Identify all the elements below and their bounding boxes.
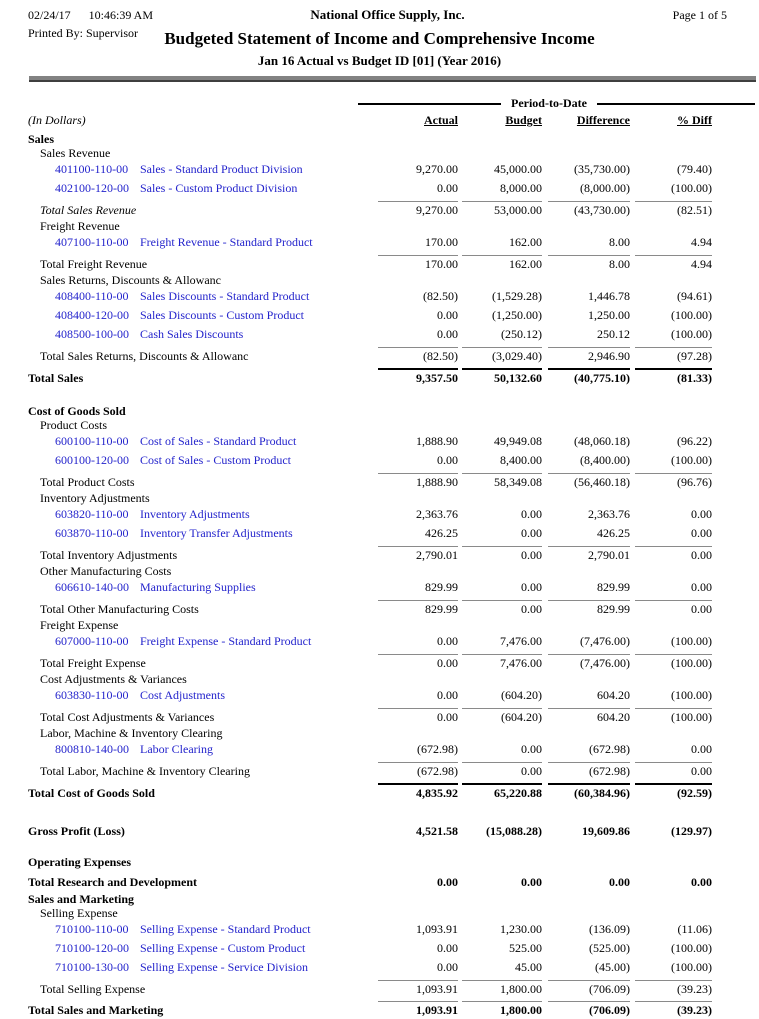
account-description-link[interactable]: Cost of Sales - Custom Product (140, 453, 292, 467)
value-budget: (604.20) (501, 688, 542, 702)
value-difference: (8,000.00) (580, 181, 630, 195)
account-number-link[interactable]: 603870-110-00 (55, 526, 129, 540)
value-pctdiff: (100.00) (671, 941, 712, 955)
value-pctdiff: (100.00) (671, 634, 712, 648)
table-row-total (28, 344, 712, 365)
value-difference: 8.00 (609, 235, 630, 249)
value-difference: (43,730.00) (548, 201, 630, 217)
account-number-link[interactable]: 607000-110-00 (55, 634, 129, 648)
value-actual: 0.00 (378, 708, 458, 724)
table-row-group (28, 726, 712, 740)
datetime (28, 8, 248, 23)
table-row-boldtotal (28, 780, 712, 802)
value-actual: 4,521.58 (416, 824, 458, 838)
value-difference: 2,363.76 (588, 507, 630, 521)
value-pctdiff: (100.00) (671, 688, 712, 702)
value-budget: 50,132.60 (462, 368, 542, 385)
value-difference: 250.12 (597, 327, 630, 341)
table-row-total (28, 759, 712, 780)
value-pctdiff: (96.76) (635, 473, 712, 489)
row-label: Inventory Adjustments (40, 491, 150, 505)
table-row-spacer (28, 802, 712, 822)
value-actual: 9,357.50 (378, 368, 458, 385)
table-row-detail (28, 179, 712, 198)
value-pctdiff: 0.00 (691, 580, 712, 594)
period-to-date-header (358, 96, 755, 111)
row-label: Total Sales and Marketing (28, 1003, 164, 1017)
table-row-detail (28, 306, 712, 325)
table-row-detail (28, 505, 712, 524)
value-difference: 426.25 (597, 526, 630, 540)
page-number: Page 1 of 5 (672, 8, 727, 22)
value-difference: 8.00 (548, 255, 630, 271)
value-pctdiff: (96.22) (677, 434, 712, 448)
value-budget: 0.00 (462, 546, 542, 562)
row-label: Sales (28, 132, 55, 146)
account-description-link[interactable]: Sales Discounts - Standard Product (140, 289, 310, 303)
table-row-section (28, 131, 712, 146)
account-number-link[interactable]: 402100-120-00 (55, 181, 129, 195)
table-row-detail (28, 686, 712, 705)
value-actual: 0.00 (437, 960, 458, 974)
value-difference: (48,060.18) (574, 434, 630, 448)
row-label: Total Labor, Machine & Inventory Clearing (40, 764, 250, 778)
value-budget: 49,949.08 (494, 434, 542, 448)
value-budget: 45.00 (515, 960, 542, 974)
value-difference: 829.99 (548, 600, 630, 616)
account-description-link[interactable]: Selling Expense - Custom Product (140, 941, 306, 955)
value-actual: (82.50) (423, 289, 458, 303)
value-actual: 9,270.00 (378, 201, 458, 217)
table-row-section (28, 403, 712, 418)
value-budget: 0.00 (521, 526, 542, 540)
table-row-boldtotal (28, 998, 712, 1019)
value-budget: (15,088.28) (486, 824, 542, 838)
value-actual: 4,835.92 (378, 783, 458, 800)
value-pctdiff: (97.28) (635, 347, 712, 363)
value-budget: 0.00 (521, 742, 542, 756)
table-row-total (28, 470, 712, 491)
value-difference: (56,460.18) (548, 473, 630, 489)
account-number-link[interactable]: 800810-140-00 (55, 742, 129, 756)
row-label: Total Sales (28, 371, 84, 385)
row-label: Total Freight Expense (40, 656, 146, 670)
column-header-difference: Difference (576, 113, 630, 127)
table-row-group (28, 618, 712, 632)
value-actual: 0.00 (437, 875, 458, 889)
account-number-link[interactable]: 401100-110-00 (55, 162, 129, 176)
print-date: 02/24/17 (28, 8, 71, 22)
value-difference: (60,384.96) (548, 783, 630, 800)
value-difference: 19,609.86 (582, 824, 630, 838)
value-pctdiff: (92.59) (635, 783, 712, 800)
period-line-left (358, 103, 501, 105)
value-pctdiff: 0.00 (691, 526, 712, 540)
value-actual: 0.00 (437, 941, 458, 955)
row-label: Product Costs (40, 418, 108, 432)
value-actual: 0.00 (437, 688, 458, 702)
row-label: Total Inventory Adjustments (40, 548, 178, 562)
table-row-detail (28, 920, 712, 939)
row-label: Cost Adjustments & Variances (40, 672, 187, 686)
report-title: Budgeted Statement of Income and Comprehensive Income (164, 29, 595, 48)
value-budget: 162.00 (509, 235, 542, 249)
value-difference: 829.99 (597, 580, 630, 594)
account-description-link[interactable]: Inventory Adjustments (140, 507, 250, 521)
account-number-link[interactable]: 603830-110-00 (55, 688, 129, 702)
value-difference: 2,946.90 (548, 347, 630, 363)
value-actual: (82.50) (378, 347, 458, 363)
row-label: Total Sales Returns, Discounts & Allowanc (40, 349, 249, 363)
table-row-group (28, 906, 712, 920)
row-label: Total Product Costs (40, 475, 135, 489)
account-number-link[interactable]: 710100-130-00 (55, 960, 129, 974)
value-budget: 7,476.00 (462, 654, 542, 670)
value-difference: (672.98) (548, 762, 630, 778)
value-difference: (45.00) (595, 960, 630, 974)
value-budget: 65,220.88 (462, 783, 542, 800)
company-name: National Office Supply, Inc. (310, 7, 465, 22)
account-number-link[interactable]: 407100-110-00 (55, 235, 129, 249)
value-actual: 1,093.91 (378, 1001, 458, 1017)
value-pctdiff: (100.00) (671, 960, 712, 974)
account-description-link[interactable]: Selling Expense - Standard Product (140, 922, 311, 936)
value-difference: 604.20 (548, 708, 630, 724)
table-row-boldtotal (28, 873, 712, 891)
value-actual: 426.25 (425, 526, 458, 540)
table-row-total (28, 651, 712, 672)
column-header-row (28, 114, 712, 127)
account-description-link[interactable]: Freight Revenue - Standard Product (140, 235, 313, 249)
row-label: Cost of Goods Sold (28, 404, 126, 418)
row-label: Total Research and Development (28, 875, 197, 889)
value-budget: (3,029.40) (462, 347, 542, 363)
value-budget: (604.20) (462, 708, 542, 724)
value-actual: (672.98) (417, 742, 458, 756)
value-budget: (1,250.00) (492, 308, 542, 322)
value-actual: 0.00 (378, 654, 458, 670)
value-budget: 45,000.00 (494, 162, 542, 176)
value-pctdiff: (100.00) (671, 308, 712, 322)
table-row-detail (28, 524, 712, 543)
value-pctdiff: (100.00) (671, 327, 712, 341)
value-difference: (672.98) (589, 742, 630, 756)
value-actual: 1,093.91 (378, 980, 458, 996)
value-budget: 1,800.00 (462, 980, 542, 996)
value-pctdiff: 0.00 (691, 875, 712, 889)
value-actual: 0.00 (437, 181, 458, 195)
account-description-link[interactable]: Selling Expense - Service Division (140, 960, 308, 974)
print-time: 10:46:39 AM (88, 8, 154, 22)
value-pctdiff: (39.23) (635, 980, 712, 996)
in-dollars-label: (In Dollars) (28, 113, 86, 127)
period-line-right (597, 103, 755, 105)
account-description-link[interactable]: Cash Sales Discounts (140, 327, 244, 341)
value-difference: (40,775.10) (548, 368, 630, 385)
table-row-group (28, 672, 712, 686)
value-difference: (35,730.00) (574, 162, 630, 176)
table-row-group (28, 219, 712, 233)
account-number-link[interactable]: 408400-120-00 (55, 308, 129, 322)
table-row-detail (28, 740, 712, 759)
row-label: Total Sales Revenue (40, 203, 137, 217)
value-difference: (706.09) (548, 980, 630, 996)
row-label: Operating Expenses (28, 855, 132, 869)
account-number-link[interactable]: 600100-110-00 (55, 434, 129, 448)
table-row-boldtotal (28, 822, 712, 840)
account-number-link[interactable]: 606610-140-00 (55, 580, 129, 594)
account-number-link[interactable]: 603820-110-00 (55, 507, 129, 521)
table-row-spacer (28, 387, 712, 403)
table-row-total (28, 252, 712, 273)
account-number-link[interactable]: 408500-100-00 (55, 327, 129, 341)
value-budget: 0.00 (521, 507, 542, 521)
value-actual: 0.00 (437, 308, 458, 322)
value-budget: 0.00 (462, 762, 542, 778)
value-budget: 0.00 (521, 875, 542, 889)
row-label: Sales Returns, Discounts & Allowanc (40, 273, 221, 287)
row-label: Freight Expense (40, 618, 119, 632)
value-pctdiff: (100.00) (635, 654, 712, 670)
value-pctdiff: 4.94 (635, 255, 712, 271)
value-pctdiff: 4.94 (691, 235, 712, 249)
account-number-link[interactable]: 408400-110-00 (55, 289, 129, 303)
value-actual: 829.99 (378, 600, 458, 616)
header-divider-bar (29, 76, 756, 82)
report-subtitle: Jan 16 Actual vs Budget ID [01] (Year 2016) (257, 53, 502, 68)
table-row-detail (28, 287, 712, 306)
value-budget: (250.12) (501, 327, 542, 341)
row-label: Sales and Marketing (28, 892, 135, 906)
table-row-boldtotal (28, 365, 712, 387)
account-description-link[interactable]: Cost of Sales - Standard Product (140, 434, 297, 448)
value-pctdiff: 0.00 (691, 742, 712, 756)
printed-by: Printed By: Supervisor (28, 26, 138, 40)
value-difference: 1,446.78 (588, 289, 630, 303)
value-actual: 1,888.90 (416, 434, 458, 448)
value-actual: 170.00 (378, 255, 458, 271)
row-label: Other Manufacturing Costs (40, 564, 172, 578)
value-actual: 2,363.76 (416, 507, 458, 521)
value-actual: 0.00 (437, 327, 458, 341)
value-budget: 53,000.00 (462, 201, 542, 217)
value-pctdiff: 0.00 (635, 762, 712, 778)
value-pctdiff: (100.00) (671, 181, 712, 195)
value-difference: 604.20 (597, 688, 630, 702)
row-label: Total Other Manufacturing Costs (40, 602, 199, 616)
value-budget: 1,230.00 (500, 922, 542, 936)
table-row-detail (28, 578, 712, 597)
row-label: Total Selling Expense (40, 982, 146, 996)
value-budget: (1,529.28) (492, 289, 542, 303)
table-row-group (28, 273, 712, 287)
value-difference: (136.09) (589, 922, 630, 936)
account-number-link[interactable]: 600100-120-00 (55, 453, 129, 467)
account-number-link[interactable]: 710100-120-00 (55, 941, 129, 955)
value-budget: 162.00 (462, 255, 542, 271)
table-row-detail (28, 160, 712, 179)
table-row-total (28, 705, 712, 726)
value-budget: 7,476.00 (500, 634, 542, 648)
value-difference: (8,400.00) (580, 453, 630, 467)
row-label: Selling Expense (40, 906, 118, 920)
table-row-total (28, 198, 712, 219)
value-actual: 9,270.00 (416, 162, 458, 176)
value-pctdiff: (82.51) (635, 201, 712, 217)
row-label: Total Cost Adjustments & Variances (40, 710, 215, 724)
value-difference: (7,476.00) (548, 654, 630, 670)
table-row-total (28, 543, 712, 564)
value-budget: 0.00 (462, 600, 542, 616)
value-actual: 170.00 (425, 235, 458, 249)
value-pctdiff: (100.00) (635, 708, 712, 724)
value-actual: 2,790.01 (378, 546, 458, 562)
value-difference: (706.09) (548, 1001, 630, 1017)
value-actual: 1,093.91 (416, 922, 458, 936)
row-label: Freight Revenue (40, 219, 120, 233)
value-budget: 58,349.08 (462, 473, 542, 489)
value-actual: 1,888.90 (378, 473, 458, 489)
value-budget: 8,000.00 (500, 181, 542, 195)
account-description-link[interactable]: Cost Adjustments (140, 688, 226, 702)
table-row-section (28, 891, 712, 906)
table-row-detail (28, 325, 712, 344)
value-budget: 525.00 (509, 941, 542, 955)
account-description-link[interactable]: Manufacturing Supplies (140, 580, 256, 594)
table-row-detail (28, 451, 712, 470)
value-pctdiff: 0.00 (691, 507, 712, 521)
value-budget: 8,400.00 (500, 453, 542, 467)
value-pctdiff: (11.06) (677, 922, 712, 936)
value-pctdiff: (39.23) (635, 1001, 712, 1017)
value-actual: (672.98) (378, 762, 458, 778)
value-difference: (7,476.00) (580, 634, 630, 648)
value-pctdiff: (81.33) (635, 368, 712, 385)
table-row-detail (28, 632, 712, 651)
row-label: Gross Profit (Loss) (28, 824, 125, 838)
account-description-link[interactable]: Sales - Standard Product Division (140, 162, 303, 176)
table-row-detail (28, 939, 712, 958)
value-actual: 0.00 (437, 453, 458, 467)
value-budget: 1,800.00 (462, 1001, 542, 1017)
table-row-section (28, 854, 712, 869)
table-row-group (28, 564, 712, 578)
account-number-link[interactable]: 710100-110-00 (55, 922, 129, 936)
value-difference: (525.00) (589, 941, 630, 955)
row-label: Sales Revenue (40, 146, 111, 160)
table-row-detail (28, 233, 712, 252)
value-difference: 2,790.01 (548, 546, 630, 562)
row-label: Total Freight Revenue (40, 257, 148, 271)
value-actual: 829.99 (425, 580, 458, 594)
report-rows (0, 131, 759, 1019)
value-actual: 0.00 (437, 634, 458, 648)
value-pctdiff: 0.00 (635, 546, 712, 562)
row-label: Total Cost of Goods Sold (28, 786, 155, 800)
table-row-group (28, 146, 712, 160)
value-pctdiff: 0.00 (635, 600, 712, 616)
report-header (0, 0, 759, 23)
table-row-group (28, 491, 712, 505)
column-header-actual: Actual (424, 113, 458, 127)
column-header-budget: Budget (505, 113, 542, 127)
table-row-group (28, 418, 712, 432)
table-row-detail (28, 432, 712, 451)
value-pctdiff: (94.61) (677, 289, 712, 303)
account-description-link[interactable]: Sales Discounts - Custom Product (140, 308, 304, 322)
column-header-pctdiff: % Diff (677, 113, 712, 127)
account-description-link[interactable]: Labor Clearing (140, 742, 213, 756)
value-difference: 1,250.00 (588, 308, 630, 322)
value-budget: 0.00 (521, 580, 542, 594)
account-description-link[interactable]: Freight Expense - Standard Product (140, 634, 312, 648)
table-row-spacer (28, 840, 712, 854)
table-row-total (28, 977, 712, 998)
table-row-total (28, 597, 712, 618)
table-row-detail (28, 958, 712, 977)
value-pctdiff: (129.97) (671, 824, 712, 838)
account-description-link[interactable]: Sales - Custom Product Division (140, 181, 298, 195)
period-label: Period-to-Date (510, 96, 587, 110)
value-pctdiff: (79.40) (677, 162, 712, 176)
account-description-link[interactable]: Inventory Transfer Adjustments (140, 526, 293, 540)
value-difference: 0.00 (609, 875, 630, 889)
value-pctdiff: (100.00) (671, 453, 712, 467)
row-label: Labor, Machine & Inventory Clearing (40, 726, 223, 740)
